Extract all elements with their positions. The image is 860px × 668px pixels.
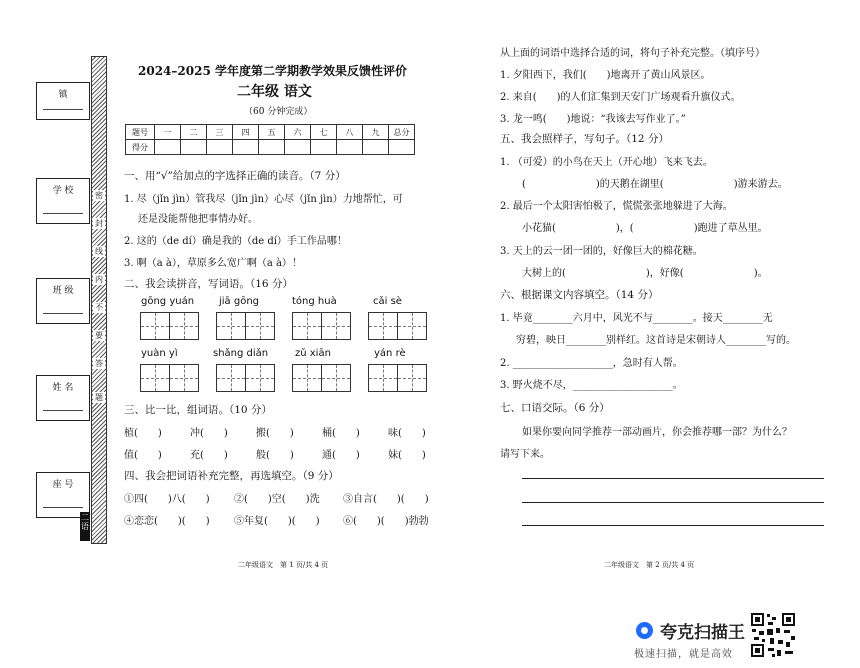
watermark-brand: 夸克扫描王 [660, 623, 745, 643]
tianzige-box[interactable] [368, 364, 427, 392]
pinyin-label: yuàn yì [141, 348, 178, 359]
q6-item: 穷碧，映日________别样红。这首诗是宋朝诗人________写的。 [516, 335, 796, 346]
idiom-item: ⑥( )( )勃勃 [343, 516, 429, 527]
quark-logo-icon [636, 622, 653, 639]
compare-word: 味( ) [388, 428, 426, 439]
field-label: 学 校 [52, 186, 74, 196]
score-header-cell: 八 [337, 125, 363, 140]
idiom-item: ④恋恋( )( ) [124, 516, 210, 527]
name-field-box-class [36, 278, 90, 324]
q6-heading: 六、根据课文内容填空。（14 分） [500, 289, 659, 301]
seal-char: 答 [95, 359, 103, 368]
fill-item: 1. 夕阳西下，我们( )地离开了黄山风景区。 [500, 70, 711, 81]
seal-char: 封 [95, 219, 103, 228]
q4-heading: 四、我会把词语补充完整，再选填空。（9 分） [124, 470, 339, 482]
score-header-cell: 九 [363, 125, 389, 140]
answer-line[interactable] [522, 478, 824, 479]
q5-item: 3. 天上的云一团一团的，好像巨大的棉花糖。 [500, 246, 703, 257]
page2-footer: 二年级语文 第 2 页/共 4 页 [604, 561, 695, 569]
q2-heading: 二、我会读拼音，写词语。（16 分） [124, 278, 293, 290]
q7-prompt-2: 请写下来。 [500, 449, 550, 460]
q5-item: 大树上的( )，好像( )。 [522, 268, 768, 279]
idiom-item: ①四( )八( ) [124, 494, 210, 505]
pinyin-label: tóng huà [292, 296, 337, 307]
score-table-header-row [126, 125, 415, 140]
q7-prompt: 如果你要向同学推荐一部动画片，你会推荐哪一部？为什么？ [522, 427, 792, 438]
pinyin-label: shǎng diǎn [213, 348, 269, 359]
q5-item: 2. 最后一个太阳害怕极了，慌慌张张地躲进了大海。 [500, 201, 733, 212]
tianzige-box[interactable] [292, 364, 351, 392]
pinyin-label: zǔ xiān [295, 348, 331, 359]
score-header-cell: 一 [155, 125, 181, 140]
pinyin-label: jiā gōng [219, 296, 260, 307]
fill-item: 3. 龙一鸣( )地说：“我该去写作业了。” [500, 114, 686, 125]
q1-item: 还是没能帮他把事情办好。 [138, 214, 258, 225]
watermark-slogan: 极速扫描，就是高效 [634, 649, 733, 660]
tianzige-box[interactable] [216, 364, 275, 392]
name-field-box-town [36, 82, 90, 120]
field-label: 姓 名 [52, 383, 74, 393]
score-header-cell: 六 [285, 125, 311, 140]
score-header-cell: 七 [311, 125, 337, 140]
pinyin-label: yán rè [374, 348, 406, 359]
compare-word: 通( ) [322, 450, 360, 461]
q1-item: 3. 啊（a à），草原多么宽广啊（a à）！ [124, 258, 302, 269]
q1-item: 2. 这的（de dí）确是我的（de dí）手工作品哪！ [124, 236, 347, 247]
idiom-item: ⑤年复( )( ) [234, 516, 320, 527]
score-header-cell: 五 [259, 125, 285, 140]
compare-word: 值( ) [124, 450, 162, 461]
q3-heading: 三、比一比，组词语。（10 分） [124, 404, 272, 416]
seal-char: 题 [95, 393, 103, 402]
answer-line[interactable] [522, 502, 824, 503]
score-cell[interactable] [337, 140, 363, 155]
answer-line[interactable] [522, 525, 824, 526]
q5-item: ( )的天鹅在湖里( )游来游去。 [522, 179, 788, 190]
seal-char: 线 [95, 247, 103, 256]
idiom-item: ②( )空( )洗 [234, 494, 320, 505]
field-label: 镇 [58, 90, 68, 100]
seal-line-strip [91, 56, 107, 544]
q5-item: 小花猫( )，( )跑进了草丛里。 [522, 223, 768, 234]
score-cell[interactable] [389, 140, 415, 155]
score-cell[interactable] [233, 140, 259, 155]
q5-heading: 五、我会照样子，写句子。（12 分） [500, 133, 669, 145]
score-header-cell: 题号 [126, 125, 155, 140]
compare-word: 妹( ) [388, 450, 426, 461]
score-cell[interactable] [181, 140, 207, 155]
score-header-cell: 总分 [389, 125, 415, 140]
name-field-box-name [36, 375, 90, 421]
field-label: 座 号 [52, 480, 74, 490]
seal-char: 内 [95, 275, 103, 284]
score-table-score-row [126, 140, 415, 155]
compare-word: 桶( ) [322, 428, 360, 439]
field-label: 班 级 [52, 286, 74, 296]
score-header-cell: 三 [207, 125, 233, 140]
exam-subtitle: 二年级 语文 [237, 84, 312, 100]
score-cell[interactable] [363, 140, 389, 155]
score-cell[interactable] [155, 140, 181, 155]
pinyin-label: gōng yuán [141, 296, 195, 307]
q1-heading: 一、用“√”给加点的字选择正确的读音。（7 分） [124, 170, 346, 182]
q5-item: 1. （可爱）的小鸟在天上（开心地）飞来飞去。 [500, 157, 713, 168]
compare-word: 冲( ) [190, 428, 228, 439]
compare-word: 植( ) [124, 428, 162, 439]
q6-item: 2. ____________________，急时有人帮。 [500, 358, 683, 369]
score-cell[interactable] [285, 140, 311, 155]
q6-item: 1. 毕竟________六月中，风光不与________。接天________无 [500, 313, 773, 324]
exam-title: 2024–2025 学年度第二学期教学效果反馈性评价 [138, 64, 407, 78]
score-table [125, 124, 415, 155]
vertical-grade-mark: 二语 [80, 512, 90, 541]
qr-code-icon [750, 612, 796, 658]
tianzige-box[interactable] [292, 312, 351, 340]
time-note: （60 分钟完成） [244, 107, 313, 117]
pinyin-label: cǎi sè [373, 296, 402, 307]
score-header-cell: 四 [233, 125, 259, 140]
fill-intro: 从上面的词语中选择合适的词，将句子补充完整。（填序号） [500, 48, 765, 59]
q7-heading: 七、口语交际。（6 分） [500, 402, 610, 414]
compare-word: 充( ) [190, 450, 228, 461]
q1-item: 1. 尽（jǐn jìn）管我尽（jǐn jìn）心尽（jǐn jìn）力地帮忙，可 [124, 194, 403, 205]
seal-char: 要 [95, 331, 103, 340]
q6-item: 3. 野火烧不尽，____________________。 [500, 380, 683, 391]
tianzige-box[interactable] [140, 312, 199, 340]
name-field-box-school [36, 178, 90, 224]
score-cell[interactable] [207, 140, 233, 155]
compare-word: 搬( ) [256, 428, 294, 439]
idiom-item: ③自言( )( ) [343, 494, 429, 505]
page1-footer: 二年级语文 第 1 页/共 4 页 [238, 561, 329, 569]
compare-word: 般( ) [256, 450, 294, 461]
tianzige-box[interactable] [368, 312, 427, 340]
seal-char: 密 [95, 191, 103, 200]
tianzige-box[interactable] [216, 312, 275, 340]
fill-item: 2. 来自( )的人们汇集到天安门广场观看升旗仪式。 [500, 92, 741, 103]
score-cell[interactable] [311, 140, 337, 155]
tianzige-box[interactable] [140, 364, 199, 392]
seal-char: 不 [95, 303, 103, 312]
score-cell[interactable] [259, 140, 285, 155]
score-row-label: 得分 [126, 140, 155, 155]
score-header-cell: 二 [181, 125, 207, 140]
